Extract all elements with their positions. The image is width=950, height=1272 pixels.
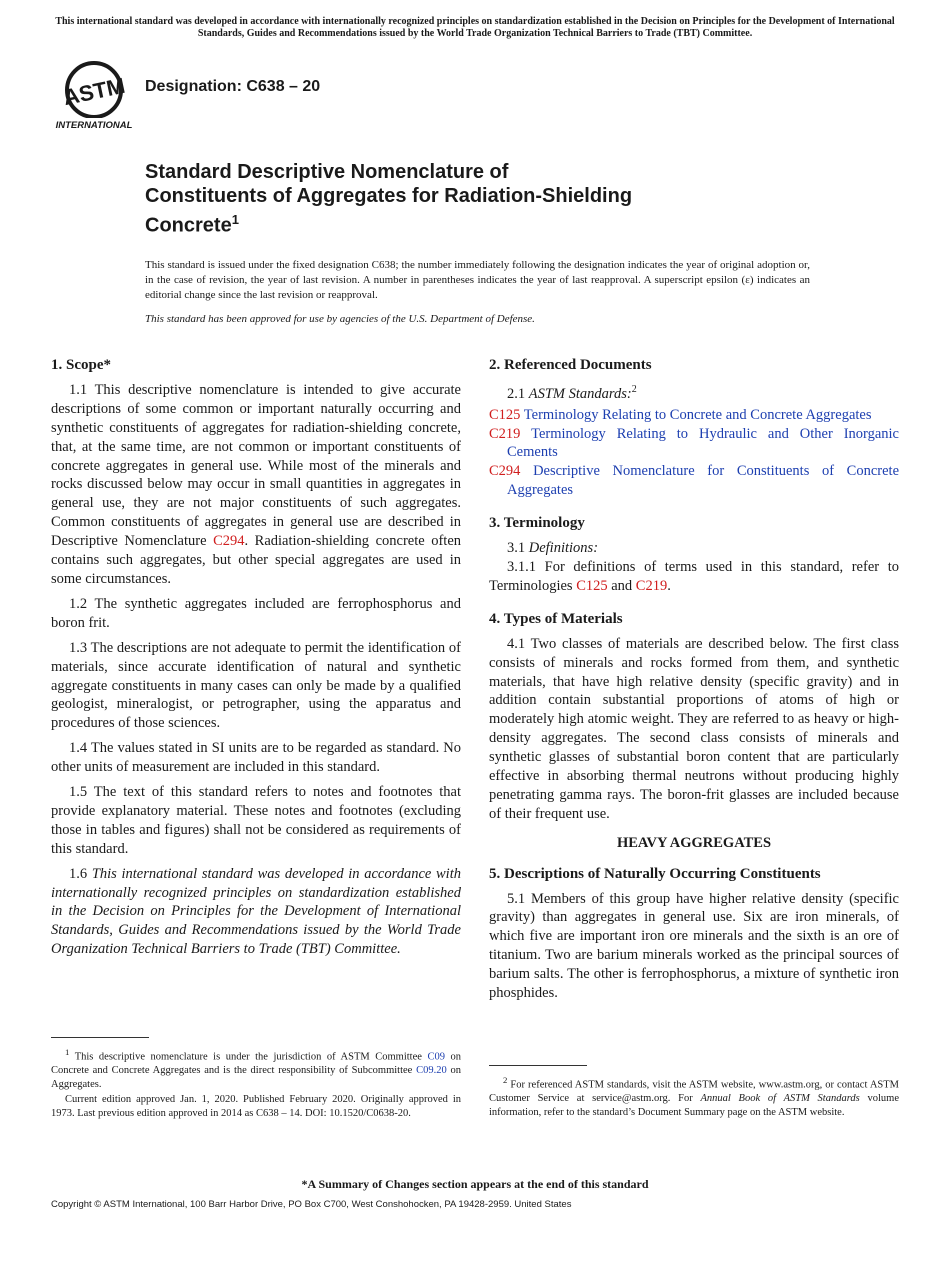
section-4-heading: 4. Types of Materials <box>489 610 623 627</box>
subsection-2-1-number: 2.1 <box>507 385 526 402</box>
footnote-1-edition: Current edition approved Jan. 1, 2020. Published February 2020. Originally approved in 1973. Last previous edition approved in 2014 as C638 – 14. DOI: 10.1520/C0638-20. <box>51 1094 461 1119</box>
footnote-mark-2: 2 <box>631 383 637 395</box>
title-line-1: Standard Descriptive Nomenclature of <box>145 161 509 183</box>
logo-text: ASTM <box>61 72 128 111</box>
para-1-3: 1.3 The descriptions are not adequate to permit the identification of materials, since accurate identification of natural and synthetic aggregate constituents in many cases can only be made by a qualified geologist, mineralogist, or petrographer, using the apparatus and procedures of those sciences. <box>51 639 461 732</box>
section-3-heading: 3. Terminology <box>489 515 585 532</box>
left-column <box>51 356 461 965</box>
logo-subtext: INTERNATIONAL <box>55 120 133 131</box>
section-1-heading: 1. Scope* <box>51 357 111 373</box>
heavy-aggregates-heading: HEAVY AGGREGATES <box>616 834 772 851</box>
right-column <box>489 356 899 1009</box>
title-line-3-text: Concrete <box>145 214 232 237</box>
footnote-1-text: This descriptive nomenclature is under the jurisdiction of ASTM Committee <box>74 1051 422 1063</box>
para-1-2: 1.2 The synthetic aggregates included are ferrophosphorus and boron frit. <box>51 595 461 631</box>
footnote-1-mark: 1 <box>65 1047 70 1057</box>
subsection-3-1-number: 3.1 <box>507 540 526 557</box>
footnote-rule-right <box>489 1065 587 1066</box>
reference-item <box>489 425 899 463</box>
para-1-5: 1.5 The text of this standard refers to notes and footnotes that provide explanatory material. These notes and footnotes (excluding those in tables and figures) shall not be considered as requirements of this standard. <box>51 784 461 857</box>
footnote-1 <box>51 1046 461 1122</box>
footnote-1-text-end: on Aggregates. <box>51 1065 462 1090</box>
link-c09-20[interactable]: C09.20 <box>416 1065 447 1076</box>
para-1-6 <box>51 865 461 960</box>
title-footnote-mark: 1 <box>231 212 239 227</box>
para-1-6-text: This international standard was developed in accordance with internationally recognized principles on standardization established in the Decision on Principles for the Development of International Standards, Guides and Recommendations issued by the World Trade Organization Technical Barriers to Trade (TBT) Committee. <box>51 865 461 958</box>
footnote-rule-left <box>51 1037 149 1038</box>
para-3-1-1-text: 3.1.1 For definitions of terms used in this standard, refer to Terminologies <box>489 558 899 594</box>
footnote-2-book-title: Annual Book of ASTM Standards <box>700 1093 860 1104</box>
para-1-4: 1.4 The values stated in SI units are to be regarded as standard. No other units of measurement are included in this standard. <box>51 740 461 776</box>
title-line-2: Constituents of Aggregates for Radiation-Shielding <box>145 185 633 207</box>
footnote-2-mark: 2 <box>503 1075 508 1085</box>
para-3-1-1-end: . <box>667 577 671 594</box>
subsection-2-1-label: ASTM Standards: <box>528 385 632 402</box>
designation: Designation: C638 – 20 <box>145 78 321 95</box>
para-3-1-1 <box>489 558 899 596</box>
footnote-1-text-mid: on Concrete and Concrete Aggregates and is the direct responsibility of Subcommittee <box>51 1051 461 1076</box>
reference-item <box>489 462 899 500</box>
section-5-heading: 5. Descriptions of Naturally Occurring Constituents <box>489 865 821 882</box>
standard-note: This standard is issued under the fixed designation C638; the number immediately following the designation indicates the year of original adoption or, in the case of revision, the year of last revision. A number in parentheses indicates the year of last reapproval. A superscript epsilon (ε) indicates an editorial change since the last revision or reapproval. <box>145 259 810 301</box>
para-4-1: 4.1 Two classes of materials are described below. The first class consists of minerals and rocks formed from them, and synthetic materials, that have high relative density (specific gravity) and in addition contain substantial proportions of atoms of high or moderately high atomic weight. They are referred to as heavy or high-density aggregates. The second class consists of minerals and synthetic glasses of substantial boron content that are particularly effective in absorbing thermal neutrons without producing highly penetrating gamma rays. The boron-frit glasses are included because of their frequent use. <box>489 635 899 822</box>
subsection-3-1-label: Definitions: <box>528 540 599 557</box>
para-5-1: 5.1 Members of this group have higher relative density (specific gravity) than aggregates in general use. Six are iron minerals, of which five are important iron ore minerals and the sixth is an ore of titanium. Two are barium minerals worked as the principal sources of barium salts. The other is ferrophosphorus, a mixture of synthetic iron phosphides. <box>489 890 899 1002</box>
reference-title-link[interactable]: Descriptive Nomenclature for Constituents of Concrete Aggregates <box>507 463 900 499</box>
reference-title-link[interactable]: Terminology Relating to Concrete and Concrete Aggregates <box>523 406 872 423</box>
reference-code-link[interactable]: C294 <box>489 463 521 480</box>
reference-code-link[interactable]: C219 <box>489 425 521 442</box>
para-3-1-1-and: and <box>611 577 633 594</box>
link-c125[interactable]: C125 <box>576 577 608 594</box>
footnote-2-text-end: volume information, refer to the standard’s Document Summary page on the ASTM website. <box>489 1093 900 1118</box>
astm-logo <box>54 58 134 132</box>
footnote-2-text: For referenced ASTM standards, visit the ASTM website, www.astm.org, or contact ASTM Customer Service at service@astm.org. For <box>489 1079 900 1104</box>
summary-of-changes-note: *A Summary of Changes section appears at the end of this standard <box>301 1177 649 1191</box>
dod-note: This standard has been approved for use by agencies of the U.S. Department of Defense. <box>145 313 535 325</box>
link-c294[interactable]: C294 <box>213 533 245 550</box>
link-c09[interactable]: C09 <box>427 1051 445 1063</box>
link-c219[interactable]: C219 <box>635 577 668 594</box>
footnote-1-para <box>51 1046 461 1091</box>
reference-item <box>489 406 899 425</box>
subsection-3-1 <box>489 539 899 558</box>
footnote-2-para <box>489 1074 899 1119</box>
copyright: Copyright © ASTM International, 100 Barr Harbor Drive, PO Box C700, West Conshohocken, PA 19428-2959. United States <box>51 1199 572 1210</box>
footnote-2 <box>489 1074 899 1121</box>
section-2-heading: 2. Referenced Documents <box>489 357 652 373</box>
title-line-3 <box>145 208 785 238</box>
header-notice: This international standard was developed in accordance with internationally recognized principles on standardization established in the Decision on Principles for the Development of International Standards, Guides and Recommendations issued by the World Trade Organization Technical Barriers to Trade (TBT) Committee. <box>55 16 895 39</box>
para-1-6-number: 1.6 <box>69 865 88 882</box>
para-1-1-text: 1.1 This descriptive nomenclature is intended to give accurate descriptions of some common or important naturally occurring and synthetic constituents of aggregates for radiation-shielding concrete, that, at the same time, are not common or important constituents of concrete aggregates in general use. While most of the minerals and rocks discussed below may occur in small quantities in aggregates in general use, they are not major constituents of such aggregates. Common constituents of aggregates in general use are described in Descriptive Nomenclature <box>51 381 461 550</box>
reference-code-link[interactable]: C125 <box>489 406 521 423</box>
para-1-1-text-end: . Radiation-shielding concrete often contains such aggregates, but other special aggregates are used in some circumstances. <box>51 533 462 587</box>
para-1-1 <box>51 381 461 589</box>
page-title <box>145 160 785 238</box>
subsection-2-1 <box>489 381 899 404</box>
reference-title-link[interactable]: Terminology Relating to Hydraulic and Other Inorganic Cements <box>507 425 899 461</box>
